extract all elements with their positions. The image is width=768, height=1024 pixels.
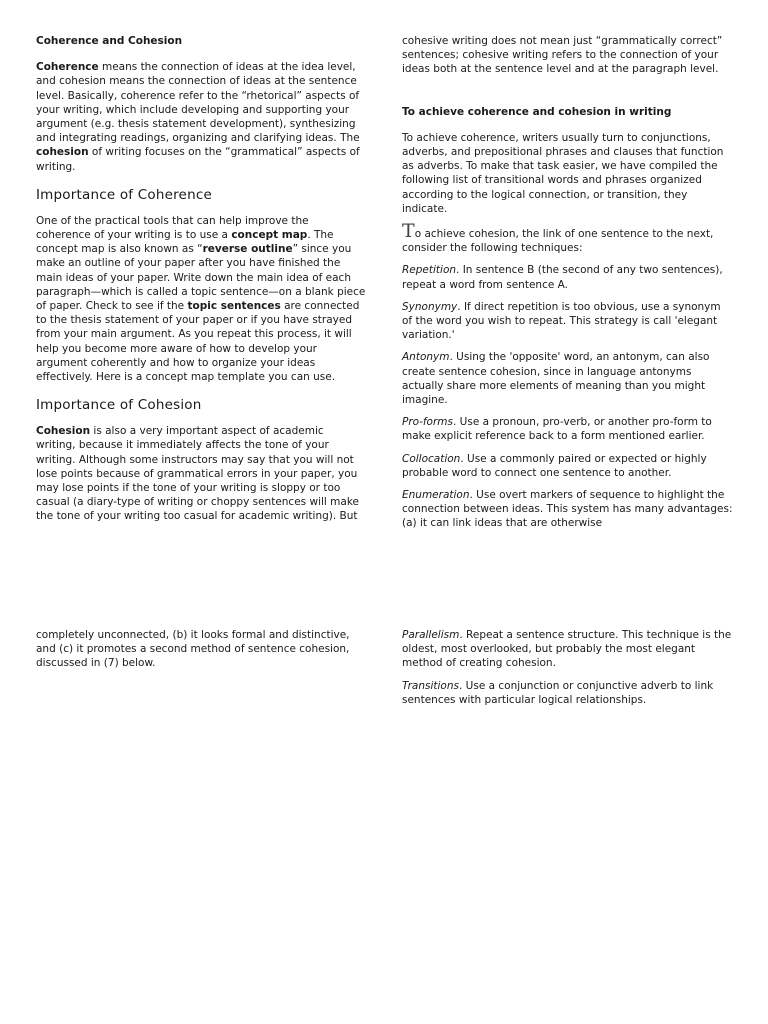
text-span: o achieve cohesion, the link of one sentence to the next, consider the following techniques:	[402, 228, 714, 255]
paragraph-cohesion-importance	[36, 424, 366, 523]
term-enumeration: Enumeration	[402, 489, 470, 502]
heading-importance-of-cohesion: Importance of Cohesion	[36, 397, 202, 414]
technique-antonym	[402, 350, 734, 407]
term-antonym: Antonym	[402, 351, 450, 364]
paragraph-cohesive-writing: cohesive writing does not mean just “grammatically correct” sentences; cohesive writing refers to the connection of your ideas both at the sentence level and at the paragraph level.	[402, 35, 723, 76]
technique-transitions	[402, 679, 734, 707]
text-span: . Use a pronoun, pro-verb, or another pro-form to make explicit reference back to a form mentioned earlier.	[402, 416, 712, 443]
text-span: . Use a commonly paired or expected or highly probable word to connect one sentence to another.	[402, 452, 707, 479]
paragraph-concept-map	[36, 214, 366, 384]
term-repetition: Repetition	[402, 264, 457, 277]
term-synonymy: Synonymy	[402, 300, 458, 313]
term-reverse-outline: reverse outline	[202, 243, 293, 256]
term-cohesion-bold: Cohesion	[36, 425, 91, 438]
technique-collocation	[402, 452, 734, 480]
text-span: . Use overt markers of sequence to highlight the connection between ideas. This system has many advantages: (a) it can link ideas that are otherwise	[402, 489, 733, 530]
technique-repetition	[402, 263, 734, 291]
text-span: ” since you make an outline of your paper after you have finished the main ideas of your paper. Write down the main idea of each paragraph—which is called a topic sentence—on a blank piece of paper. Check to see if the	[36, 243, 366, 313]
paragraph-coherence-definition	[36, 60, 366, 174]
text-span: . Using the 'opposite' word, an antonym, can also create sentence cohesion, since in language antonyms actually share more elements of meaning than you might imagine.	[402, 351, 710, 407]
right-column-bottom	[402, 628, 734, 715]
heading-importance-of-coherence: Importance of Coherence	[36, 186, 212, 203]
term-pro-forms: Pro-forms	[402, 416, 453, 429]
right-column-top	[402, 34, 734, 539]
term-cohesion: cohesion	[36, 146, 89, 159]
text-span: is also a very important aspect of academic writing, because it immediately affects the tone of your writing. Although some instructors may say that you will not lose points because of grammatical errors in your paper, you may lose points if the tone of your writing is sloppy or too casual (a diary-type of writing or choppy sentences will make the tone of your writing too casual for academic writing). But	[36, 425, 359, 523]
left-column-top	[36, 34, 366, 532]
term-topic-sentences: topic sentences	[187, 300, 281, 313]
paragraph-achieve-coherence: To achieve coherence, writers usually turn to conjunctions, adverbs, and prepositional phrases and clauses that function as adverbs. To make that task easier, we have compiled the following list of transitional words and phrases organized according to the logical connection, or transition, they indicate.	[402, 131, 724, 215]
section-title-achieve: To achieve coherence and cohesion in writing	[402, 105, 672, 118]
technique-synonymy	[402, 300, 734, 343]
dropcap-letter: T	[402, 220, 415, 243]
term-transitions: Transitions	[402, 679, 459, 692]
text-span: One of the practical tools that can help improve the coherence of your writing is to use a	[36, 214, 309, 242]
technique-parallelism	[402, 628, 734, 671]
text-span: . The concept map is also known as “	[36, 229, 334, 256]
technique-pro-forms	[402, 415, 734, 443]
term-coherence: Coherence	[36, 61, 99, 74]
left-column-bottom	[36, 628, 366, 679]
paragraph-achieve-cohesion	[402, 220, 734, 255]
text-span: of writing focuses on the “grammatical” aspects of writing.	[36, 146, 360, 173]
text-span: . Use a conjunction or conjunctive adverb to link sentences with particular logical relationships.	[402, 679, 714, 706]
term-parallelism: Parallelism	[402, 629, 460, 641]
technique-enumeration	[402, 488, 734, 531]
text-span: means the connection of ideas at the idea level, and cohesion means the connection of ideas at the sentence level. Basically, coherence refer to the “rhetorical” aspects of your writing, which include developing and supporting your argument (e.g. thesis statement development), synthesizing and integrating readings, organizing and clarifying ideas. The	[36, 61, 360, 145]
term-collocation: Collocation	[402, 452, 461, 465]
paragraph-enumeration-continued: completely unconnected, (b) it looks formal and distinctive, and (c) it promotes a second method of sentence cohesion, discussed in (7) below.	[36, 629, 350, 670]
text-span: . If direct repetition is too obvious, use a synonym of the word you wish to repeat. This strategy is call 'elegant variation.'	[402, 300, 721, 342]
text-span: . Repeat a sentence structure. This technique is the oldest, most overlooked, but probably the most elegant method of creating cohesion.	[402, 629, 732, 670]
text-span: are connected to the thesis statement of your paper or if you have strayed from your main argument. As you repeat this process, it will help you become more aware of how to develop your argument coherently and how to organize your ideas effectively. Here is a concept map template you can use.	[36, 300, 360, 384]
term-concept-map: concept map	[231, 229, 308, 242]
section-title-coherence-cohesion: Coherence and Cohesion	[36, 35, 183, 47]
text-span: . In sentence B (the second of any two sentences), repeat a word from sentence A.	[402, 264, 723, 291]
